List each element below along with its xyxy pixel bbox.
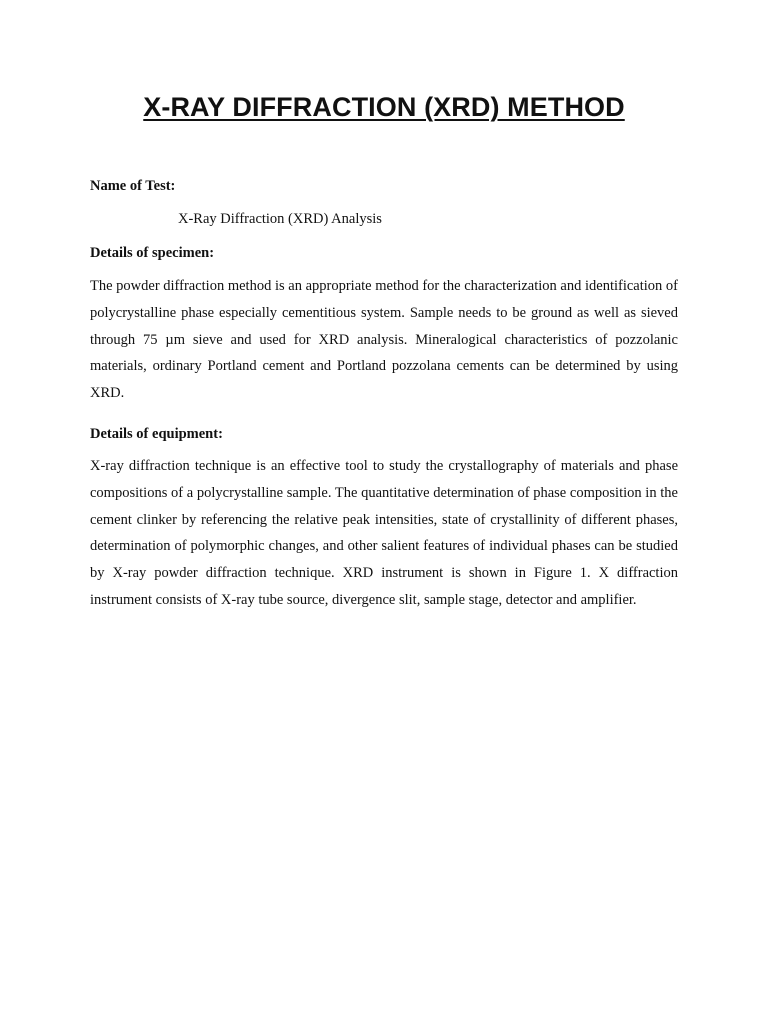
- specimen-heading: Details of specimen:: [90, 245, 215, 261]
- equipment-heading: Details of equipment:: [90, 426, 223, 442]
- specimen-paragraph: The powder diffraction method is an appropriate method for the characterization and identification of polycrystalline phase especially cementitious system. Sample needs to be ground as well as sieved through 75 µm sieve and used for XRD analysis. Mineralogical characteristics of pozzolanic materials, ordinary Portland cement and Portland pozzolana cements can be determined by using XRD.: [90, 278, 678, 402]
- name-of-test-value: X-Ray Diffraction (XRD) Analysis: [178, 211, 382, 227]
- page-title: X-RAY DIFFRACTION (XRD) METHOD: [143, 92, 625, 122]
- equipment-paragraph: X-ray diffraction technique is an effective tool to study the crystallography of materials and phase compositions of a polycrystalline sample. The quantitative determination of phase composition in the cement clinker by referencing the relative peak intensities, state of crystallinity of different phases, determination of polymorphic changes, and other salient features of individual phases can be studied by X-ray powder diffraction technique. XRD instrument is shown in Figure 1. X diffraction instrument consists of X-ray tube source, divergence slit, sample stage, detector and amplifier.: [90, 458, 678, 608]
- name-of-test-label: Name of Test:: [90, 178, 176, 194]
